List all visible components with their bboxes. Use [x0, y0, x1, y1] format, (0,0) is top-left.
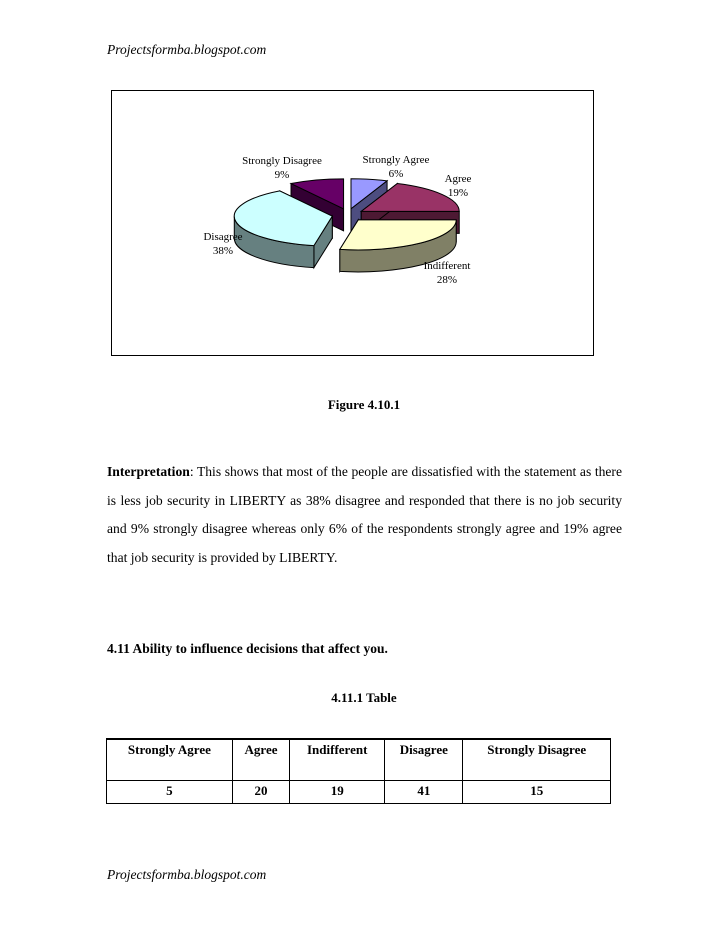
table-header-row: [107, 739, 611, 781]
pie-label-strongly-disagree: Strongly Disagree: [242, 155, 322, 167]
interpretation-paragraph: [107, 458, 622, 572]
table-caption: 4.11.1 Table: [331, 690, 397, 705]
page-header: Projectsformba.blogspot.com: [107, 42, 267, 57]
pie-pct-disagree: 38%: [212, 245, 234, 257]
section-heading: 4.11 Ability to influence decisions that affect you.: [107, 641, 388, 656]
table-header-cell: Indifferent: [290, 739, 385, 781]
data-table: [106, 738, 611, 804]
pie-pct-agree: 19%: [447, 187, 469, 199]
table-row: [107, 781, 611, 804]
figure-caption: Figure 4.10.1: [327, 397, 401, 412]
table-cell: 41: [385, 781, 463, 804]
table-cell: 19: [290, 781, 385, 804]
pie-label-disagree: Disagree: [203, 231, 243, 243]
table-cell: 5: [107, 781, 233, 804]
pie-pct-strongly-agree: 6%: [388, 168, 404, 180]
pie-pct-indifferent: 28%: [436, 274, 458, 286]
table-header-cell: Agree: [232, 739, 289, 781]
table-cell: 20: [232, 781, 289, 804]
page-footer: Projectsformba.blogspot.com: [107, 867, 267, 882]
table-header-cell: Strongly Disagree: [463, 739, 611, 781]
pie-label-agree: Agree: [444, 173, 472, 185]
pie-label-strongly-agree: Strongly Agree: [362, 154, 430, 166]
interpretation-label: Interpretation: [107, 464, 190, 479]
pie-chart-frame: [111, 90, 594, 356]
pie-label-indifferent: Indifferent: [423, 260, 471, 272]
interpretation-text: : This shows that most of the people are dissatisfied with the statement as there is less job security in LIBERTY as 38% disagree and responded that there is no job security and 9% strongly disagree whereas only 6% of the respondents strongly agree and 19% agree that job security is provided by LIBERTY.: [107, 464, 622, 565]
pie-pct-strongly-disagree: 9%: [274, 169, 290, 181]
table-header-cell: Strongly Agree: [107, 739, 233, 781]
pie-chart: [112, 91, 595, 357]
table-header-cell: Disagree: [385, 739, 463, 781]
table-cell: 15: [463, 781, 611, 804]
